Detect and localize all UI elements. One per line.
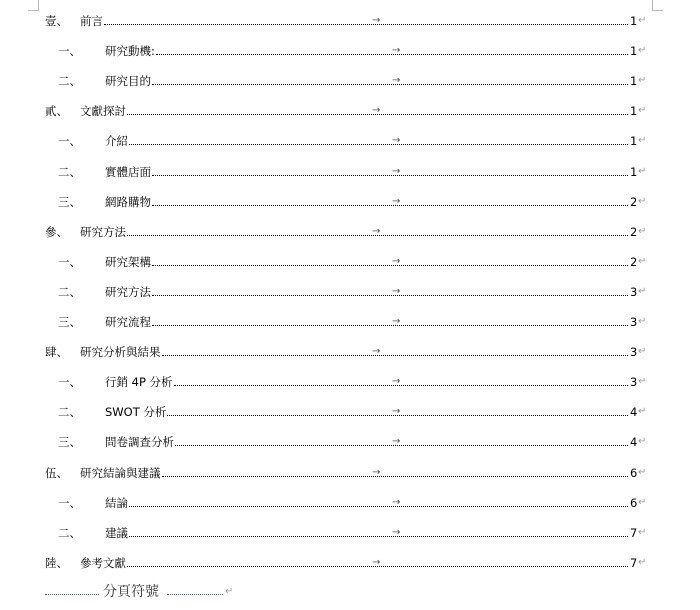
toc-entry-title: 研究方法 [105, 285, 151, 299]
dot-leader [174, 385, 628, 386]
toc-entry[interactable] [0, 372, 700, 392]
tab-arrow-mark: → [392, 75, 401, 86]
toc-entry-number: 肆、 [45, 345, 68, 359]
toc-entry[interactable] [0, 222, 700, 242]
toc-entry-number: 二、 [58, 285, 81, 299]
toc-entry[interactable] [0, 342, 700, 362]
toc-entry-number: 陸、 [45, 556, 68, 570]
tab-arrow-mark: → [372, 557, 381, 568]
toc-entry[interactable] [0, 101, 700, 121]
toc-entry-number: 伍、 [45, 466, 68, 480]
tab-arrow-mark: → [372, 226, 381, 237]
dot-leader [152, 205, 628, 206]
paragraph-mark: ↵ [638, 15, 647, 26]
toc-entry-page: 6 [630, 496, 638, 510]
toc-entry-number: 一、 [58, 44, 81, 58]
toc-entry-page: 1 [630, 165, 638, 179]
toc-entry-page: 7 [630, 556, 638, 570]
dot-leader [129, 144, 628, 145]
paragraph-mark: ↵ [638, 557, 647, 568]
paragraph-mark: ↵ [638, 166, 647, 177]
toc-entry-page: 2 [630, 225, 638, 239]
dot-leader [129, 536, 628, 537]
tab-arrow-mark: → [372, 346, 381, 357]
dot-leader [162, 355, 628, 356]
toc-entry[interactable] [0, 402, 700, 422]
paragraph-mark: ↵ [638, 196, 647, 207]
paragraph-mark: ↵ [225, 586, 234, 597]
toc-entry-title: 研究分析與結果 [80, 345, 161, 359]
margin-corner-top-left [28, 0, 39, 11]
toc-entry-number: 一、 [58, 255, 81, 269]
toc-entry-page: 1 [630, 134, 638, 148]
toc-entry[interactable] [0, 252, 700, 272]
dot-leader [129, 506, 628, 507]
paragraph-mark: ↵ [638, 527, 647, 538]
toc-entry[interactable] [0, 192, 700, 212]
toc-entry-number: 壹、 [45, 14, 68, 28]
toc-entry-title: SWOT 分析 [105, 405, 167, 419]
toc-entry-number: 三、 [58, 195, 81, 209]
toc-entry-number: 二、 [58, 165, 81, 179]
toc-entry-page: 3 [630, 345, 638, 359]
paragraph-mark: ↵ [638, 467, 647, 478]
toc-entry-page: 4 [630, 405, 638, 419]
tab-arrow-mark: → [392, 316, 401, 327]
toc-entry[interactable] [0, 282, 700, 302]
toc-entry-number: 一、 [58, 134, 81, 148]
paragraph-mark: ↵ [638, 286, 647, 297]
toc-entry-page: 2 [630, 255, 638, 269]
tab-arrow-mark: → [392, 497, 401, 508]
page-break-line-left [45, 594, 99, 595]
tab-arrow-mark: → [392, 406, 401, 417]
tab-arrow-mark: → [372, 105, 381, 116]
paragraph-mark: ↵ [638, 226, 647, 237]
toc-entry-number: 三、 [58, 435, 81, 449]
tab-arrow-mark: → [392, 527, 401, 538]
toc-entry-title: 行銷 4P 分析 [105, 375, 173, 389]
toc-entry-title: 介紹 [105, 134, 128, 148]
toc-entry-page: 1 [630, 44, 638, 58]
toc-entry[interactable] [0, 162, 700, 182]
dot-leader [104, 24, 628, 25]
toc-entry-title: 研究方法 [80, 225, 126, 239]
toc-entry-title: 建議 [105, 526, 128, 540]
toc-entry-title: 研究架構 [105, 255, 151, 269]
toc-entry-page: 1 [630, 74, 638, 88]
toc-entry-title: 研究動機: [105, 44, 155, 58]
toc-entry-title: 實體店面 [105, 165, 151, 179]
margin-corner-top-right [652, 0, 663, 11]
paragraph-mark: ↵ [638, 75, 647, 86]
tab-arrow-mark: → [372, 15, 381, 26]
toc-entry[interactable] [0, 553, 700, 573]
toc-entry-page: 6 [630, 466, 638, 480]
paragraph-mark: ↵ [638, 135, 647, 146]
tab-arrow-mark: → [392, 166, 401, 177]
tab-arrow-mark: → [392, 45, 401, 56]
dot-leader [152, 175, 628, 176]
paragraph-mark: ↵ [638, 436, 647, 447]
paragraph-mark: ↵ [638, 497, 647, 508]
toc-entry-page: 1 [630, 14, 638, 28]
toc-entry[interactable] [0, 41, 700, 61]
paragraph-mark: ↵ [638, 376, 647, 387]
toc-entry-title: 問卷調查分析 [105, 435, 174, 449]
paragraph-mark: ↵ [638, 406, 647, 417]
paragraph-mark: ↵ [638, 346, 647, 357]
toc-entry[interactable] [0, 463, 700, 483]
toc-entry-page: 3 [630, 375, 638, 389]
toc-entry[interactable] [0, 493, 700, 513]
dot-leader [152, 265, 628, 266]
paragraph-mark: ↵ [638, 316, 647, 327]
toc-entry-page: 4 [630, 435, 638, 449]
toc-entry-number: 二、 [58, 405, 81, 419]
toc-entry-title: 前言 [80, 14, 103, 28]
tab-arrow-mark: → [392, 436, 401, 447]
toc-entry[interactable] [0, 312, 700, 332]
page-break-label: 分頁符號 [103, 584, 159, 600]
toc-entry-number: 參、 [45, 225, 68, 239]
tab-arrow-mark: → [392, 286, 401, 297]
toc-entry-number: 二、 [58, 74, 81, 88]
toc-entry-title: 研究目的 [105, 74, 151, 88]
toc-entry[interactable] [0, 71, 700, 91]
paragraph-mark: ↵ [638, 256, 647, 267]
toc-entry-title: 結論 [105, 496, 128, 510]
toc-entry[interactable] [0, 432, 700, 452]
page-break-line-right [167, 594, 223, 595]
toc-entry-number: 一、 [58, 375, 81, 389]
tab-arrow-mark: → [392, 196, 401, 207]
toc-entry[interactable] [0, 523, 700, 543]
dot-leader [152, 295, 628, 296]
dot-leader [152, 84, 628, 85]
tab-arrow-mark: → [392, 135, 401, 146]
toc-entry-number: 貳、 [45, 104, 68, 118]
page-break-marker [45, 583, 245, 601]
toc-entry-number: 一、 [58, 496, 81, 510]
toc-entry-page: 3 [630, 285, 638, 299]
toc-entry-title: 研究流程 [105, 315, 151, 329]
toc-entry-title: 文獻探討 [80, 104, 126, 118]
dot-leader [162, 476, 628, 477]
toc-entry-number: 二、 [58, 526, 81, 540]
tab-arrow-mark: → [392, 376, 401, 387]
toc-entry-page: 7 [630, 526, 638, 540]
toc-entry-title: 研究結論與建議 [80, 466, 161, 480]
toc-entry-page: 3 [630, 315, 638, 329]
toc-entry[interactable] [0, 11, 700, 31]
toc-entry[interactable] [0, 131, 700, 151]
toc-entry-page: 1 [630, 104, 638, 118]
dot-leader [175, 445, 628, 446]
tab-arrow-mark: → [392, 256, 401, 267]
tab-arrow-mark: → [372, 467, 381, 478]
toc-entry-number: 三、 [58, 315, 81, 329]
paragraph-mark: ↵ [638, 45, 647, 56]
toc-entry-title: 網路購物 [105, 195, 151, 209]
dot-leader [152, 325, 628, 326]
toc-entry-page: 2 [630, 195, 638, 209]
toc-entry-title: 參考文獻 [80, 556, 126, 570]
paragraph-mark: ↵ [638, 105, 647, 116]
